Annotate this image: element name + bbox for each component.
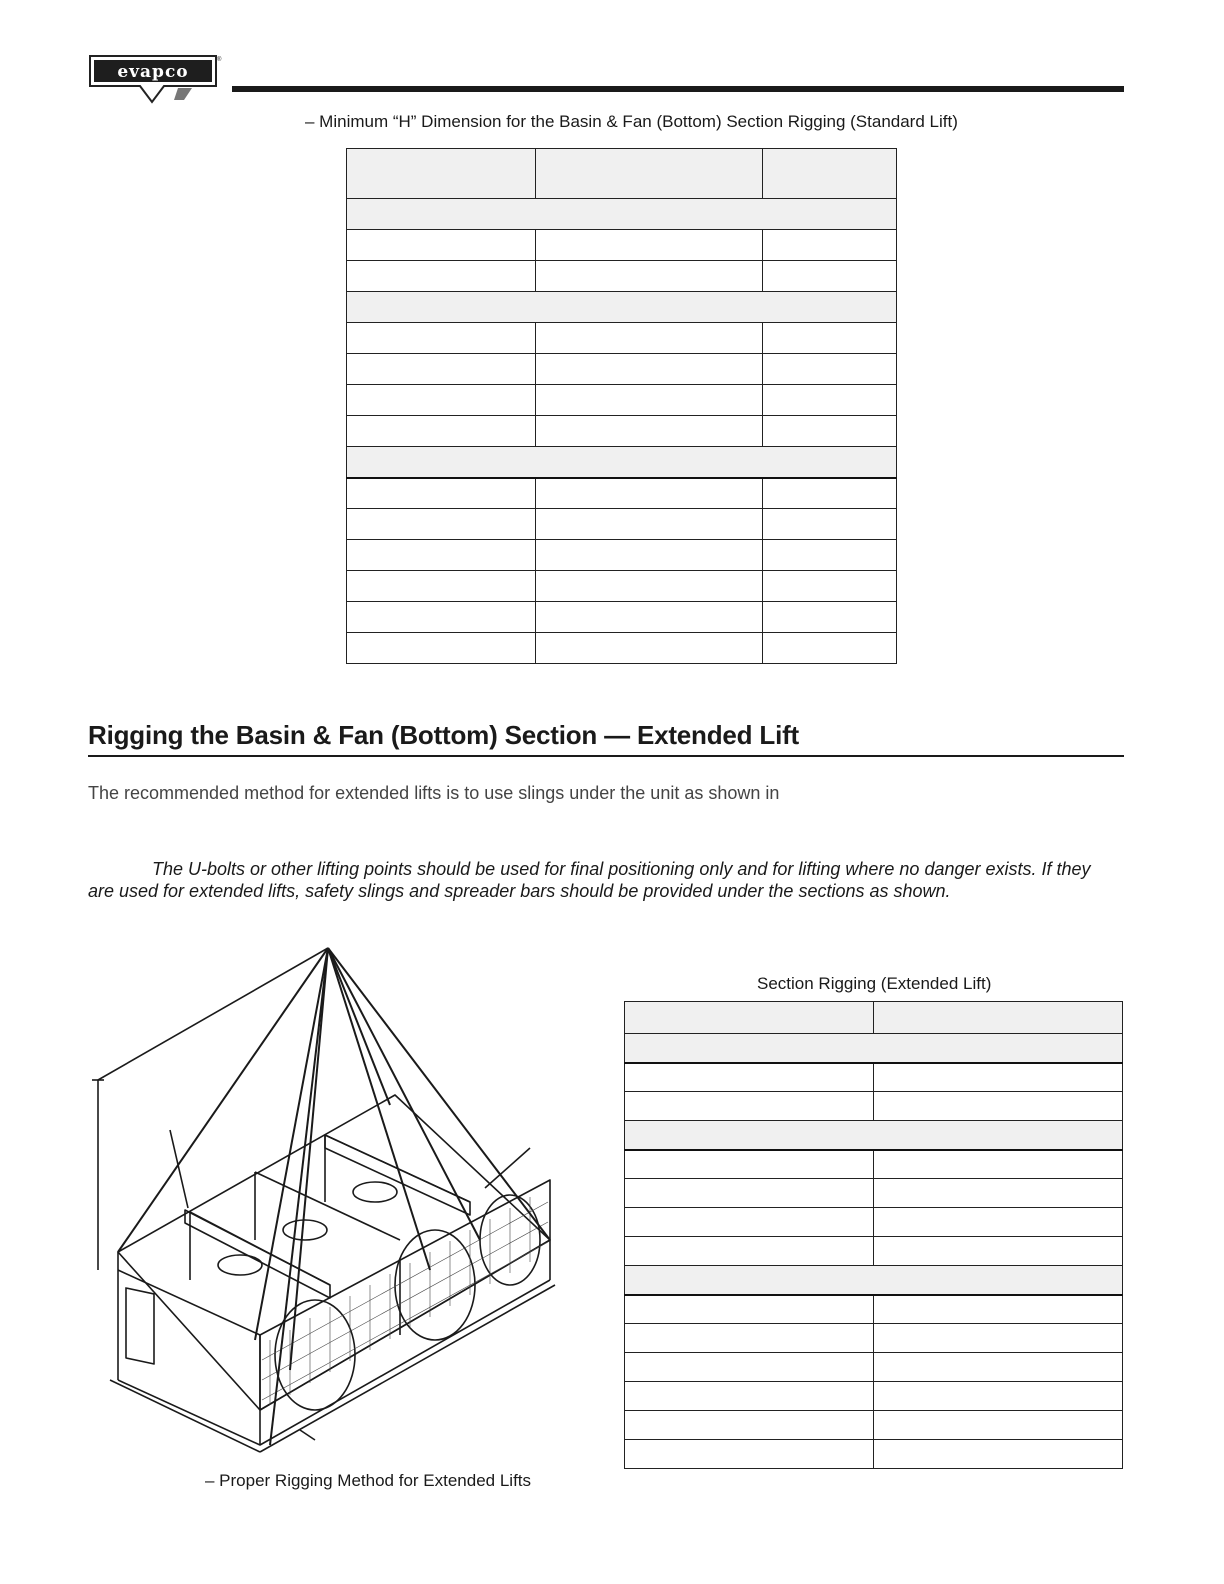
table-row	[347, 230, 897, 261]
figure-caption: – Proper Rigging Method for Extended Lifts	[205, 1471, 532, 1490]
table-group-row	[347, 292, 897, 323]
table-row	[625, 1324, 1123, 1353]
table-row	[347, 323, 897, 354]
section-body-text: The recommended method for extended lifts is to use slings under the unit as shown in	[88, 783, 780, 803]
table-header-row	[625, 1002, 1123, 1034]
table-header-row	[347, 149, 897, 199]
logo-text: evapco	[117, 62, 189, 82]
header-rule	[232, 86, 1124, 92]
table-row	[347, 261, 897, 292]
table-row	[625, 1382, 1123, 1411]
table-row	[625, 1353, 1123, 1382]
safety-note: The U-bolts or other lifting points should be used for final positioning only and for lifting where no danger exists. If they are used for extended lifts, safety slings and spreader bars should be provided under the sections as shown.	[88, 859, 1091, 901]
extended-lift-table	[624, 1001, 1123, 1469]
evapco-logo	[88, 52, 222, 106]
table-group-row	[625, 1034, 1123, 1063]
table-row	[625, 1179, 1123, 1208]
table-row	[625, 1150, 1123, 1179]
table2-caption: Section Rigging (Extended Lift)	[757, 974, 992, 993]
table-row	[625, 1208, 1123, 1237]
table-group-row	[625, 1266, 1123, 1295]
table-row	[347, 478, 897, 509]
table-row	[347, 571, 897, 602]
table-row	[625, 1237, 1123, 1266]
table-row	[347, 602, 897, 633]
table-group-row	[347, 447, 897, 478]
table-row	[625, 1092, 1123, 1121]
table-row	[625, 1295, 1123, 1324]
table-group-row	[625, 1121, 1123, 1150]
table-row	[625, 1440, 1123, 1469]
table-group-row	[347, 199, 897, 230]
table-row	[347, 354, 897, 385]
table-row	[625, 1063, 1123, 1092]
table-row	[347, 633, 897, 664]
table1-caption: – Minimum “H” Dimension for the Basin & Fan (Bottom) Section Rigging (Standard Lift)	[305, 112, 958, 131]
h-dimension-table	[346, 148, 897, 664]
svg-text:®: ®	[217, 57, 222, 63]
rigging-diagram	[90, 940, 570, 1470]
table-row	[347, 416, 897, 447]
table-row	[347, 509, 897, 540]
section-rule	[88, 755, 1124, 757]
table-row	[347, 540, 897, 571]
section-heading: Rigging the Basin & Fan (Bottom) Section — Extended Lift	[88, 720, 800, 750]
table-row	[347, 385, 897, 416]
table-row	[625, 1411, 1123, 1440]
